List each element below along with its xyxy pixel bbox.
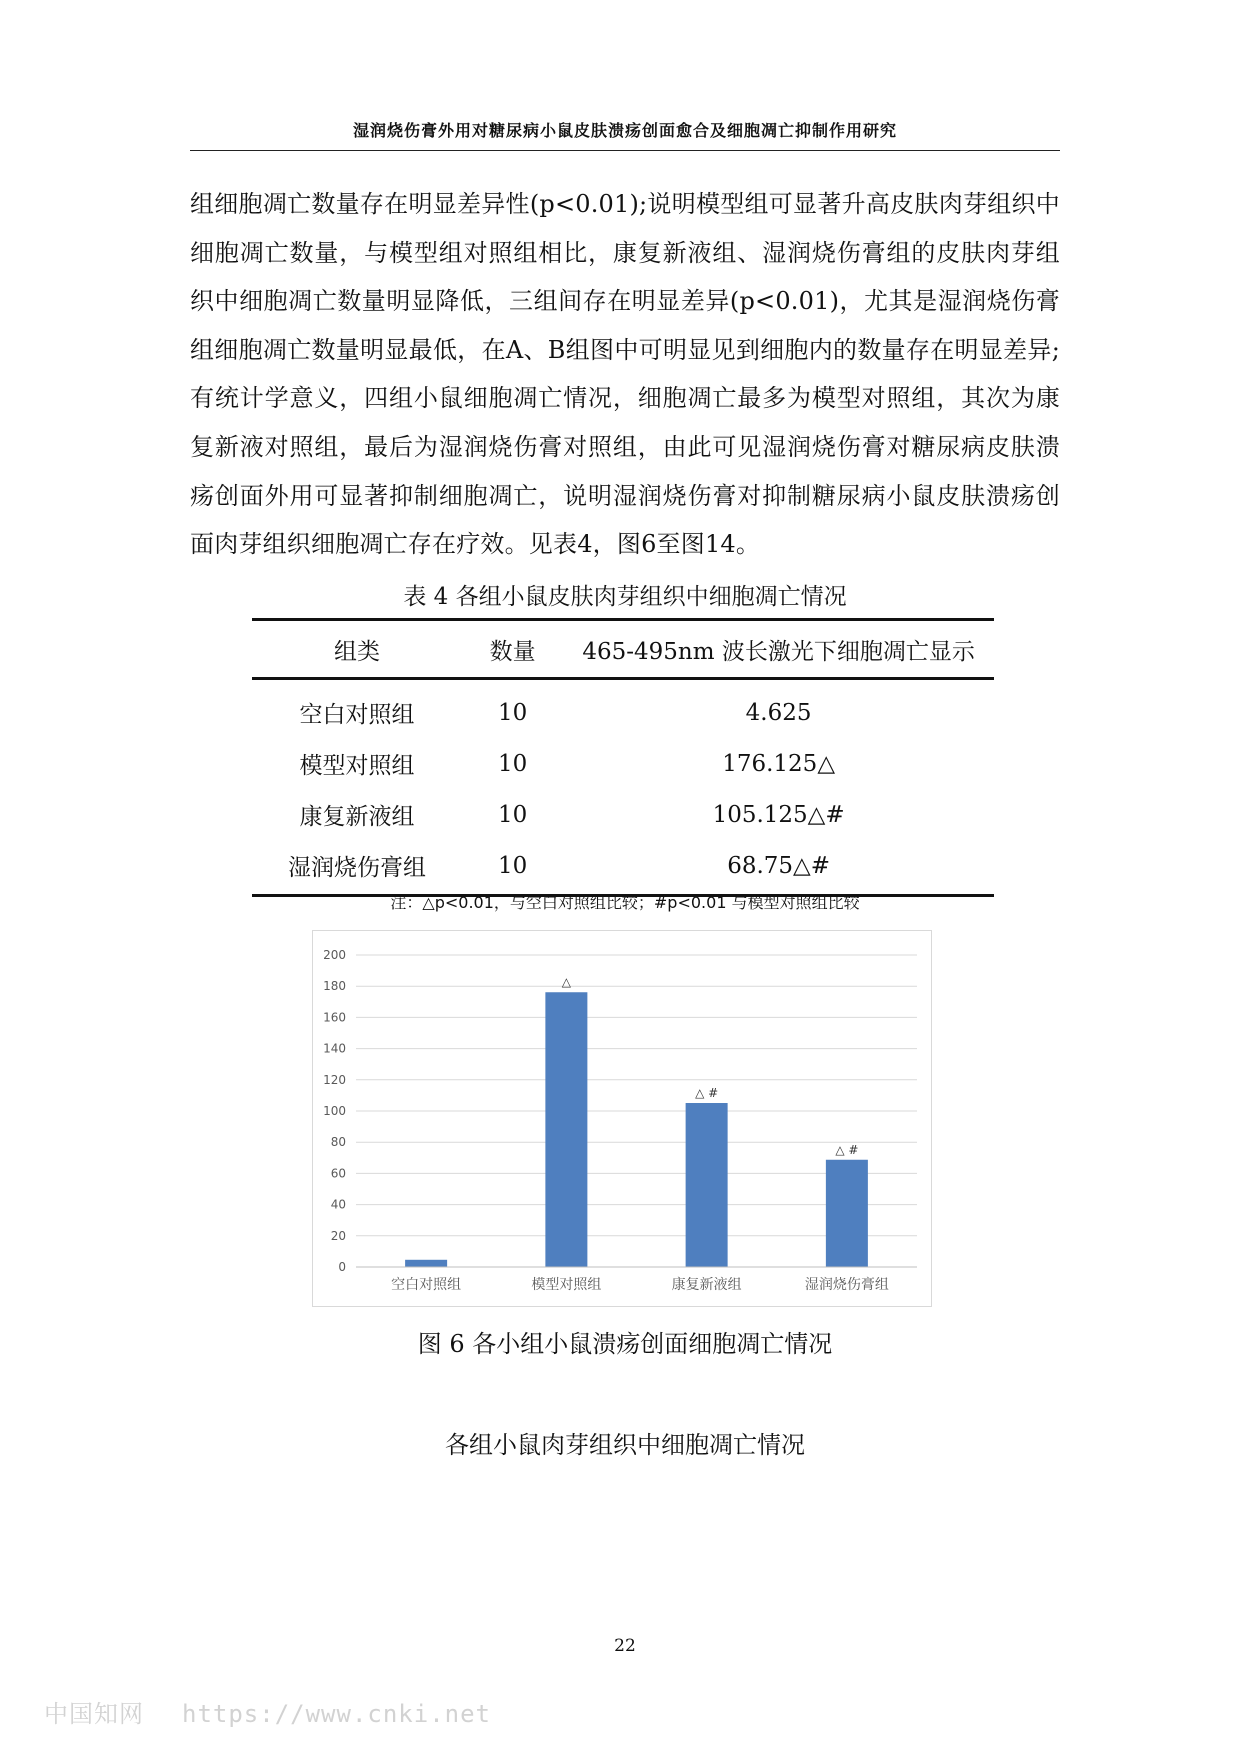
y-tick-label: 200 bbox=[323, 948, 346, 962]
table-cell: 湿润烧伤膏组 bbox=[252, 840, 462, 896]
table-row bbox=[252, 840, 994, 896]
y-tick-label: 60 bbox=[330, 1166, 346, 1181]
table-header-cell: 数量 bbox=[462, 620, 563, 679]
significance-label: △ bbox=[561, 975, 571, 990]
y-tick-label: 180 bbox=[323, 979, 346, 994]
table-cell: 105.125△# bbox=[712, 801, 845, 828]
bar-chart bbox=[312, 930, 932, 1307]
x-tick-label: 模型对照组 bbox=[531, 1277, 602, 1293]
header-rule bbox=[190, 150, 1060, 151]
watermark bbox=[44, 1694, 491, 1729]
x-tick-label: 空白对照组 bbox=[391, 1277, 462, 1293]
y-tick-label: 0 bbox=[338, 1260, 346, 1274]
page-number: 22 bbox=[614, 1636, 636, 1656]
data-table bbox=[252, 618, 994, 897]
bar bbox=[545, 992, 587, 1267]
table-cell: 176.125△ bbox=[722, 750, 836, 777]
table-header-cell: 组类 bbox=[252, 620, 462, 679]
table-cell: 空白对照组 bbox=[299, 702, 415, 728]
table-note: 注：△p<0.01，与空白对照组比较；#p<0.01 与模型对照组比较 bbox=[390, 893, 860, 912]
table-cell: 10 bbox=[497, 750, 528, 777]
figure-caption: 图 6 各小组小鼠溃疡创面细胞凋亡情况 bbox=[417, 1330, 833, 1358]
table-cell: 10 bbox=[497, 801, 528, 828]
watermark-url: https://www.cnki.net bbox=[182, 1700, 491, 1728]
x-tick-label: 湿润烧伤膏组 bbox=[804, 1277, 889, 1293]
y-tick-label: 20 bbox=[330, 1228, 346, 1243]
watermark-logo-text: 中国知网 bbox=[44, 1700, 144, 1728]
table-row bbox=[252, 789, 994, 840]
y-tick-label: 100 bbox=[323, 1104, 346, 1118]
y-tick-label: 120 bbox=[323, 1072, 346, 1087]
table-row bbox=[252, 679, 994, 739]
bar bbox=[405, 1260, 447, 1267]
y-tick-label: 160 bbox=[323, 1010, 346, 1025]
body-paragraph: 组细胞凋亡数量存在明显差异性(p<0.01);说明模型组可显著升高皮肤肉芽组织中细胞凋亡数量，与模型组对照组相比，康复新液组、湿润烧伤膏组的皮肤肉芽组织中细胞凋亡数量明显降低，三组间存在明显差异(p<0.01)，尤其是湿润烧伤膏组细胞凋亡数量明显最低，在A、B组图中可明显见到细胞内的数量存在明显差异;有统计学意义，四组小鼠细胞凋亡情况，细胞凋亡最多为模型对照组，其次为康复新液对照组，最后为湿润烧伤膏对照组，由此可见湿润烧伤膏对糖尿病皮肤溃疡创面外用可显著抑制细胞凋亡，说明湿润烧伤膏对抑制糖尿病小鼠皮肤溃疡创面肉芽组织细胞凋亡存在疗效。见表4，图6至图14。 bbox=[190, 190, 1060, 559]
table-cell: 10 bbox=[462, 840, 563, 896]
table-cell: 4.625 bbox=[745, 699, 812, 726]
running-header: 湿润烧伤膏外用对糖尿病小鼠皮肤溃疡创面愈合及细胞凋亡抑制作用研究 bbox=[352, 121, 897, 140]
significance-label: △ # bbox=[695, 1086, 719, 1101]
table-cell: 10 bbox=[497, 699, 528, 726]
y-tick-label: 40 bbox=[330, 1197, 346, 1212]
table-cell: 模型对照组 bbox=[299, 753, 415, 779]
table-header-cell: 465-495nm 波长激光下细胞凋亡显示 bbox=[563, 620, 994, 679]
bar bbox=[686, 1103, 728, 1267]
bar bbox=[826, 1160, 868, 1267]
table-row bbox=[252, 738, 994, 789]
sub-caption: 各组小鼠肉芽组织中细胞凋亡情况 bbox=[445, 1431, 805, 1459]
table-cell: 68.75△# bbox=[563, 840, 994, 896]
significance-label: △ # bbox=[835, 1142, 859, 1157]
y-tick-label: 140 bbox=[323, 1041, 346, 1056]
bar-chart-svg bbox=[312, 930, 932, 1307]
table-cell: 康复新液组 bbox=[299, 804, 415, 830]
table-caption: 表 4 各组小鼠皮肤肉芽组织中细胞凋亡情况 bbox=[403, 584, 847, 610]
table-header-row bbox=[252, 620, 994, 679]
x-tick-label: 康复新液组 bbox=[671, 1277, 742, 1293]
y-tick-label: 80 bbox=[330, 1135, 346, 1150]
